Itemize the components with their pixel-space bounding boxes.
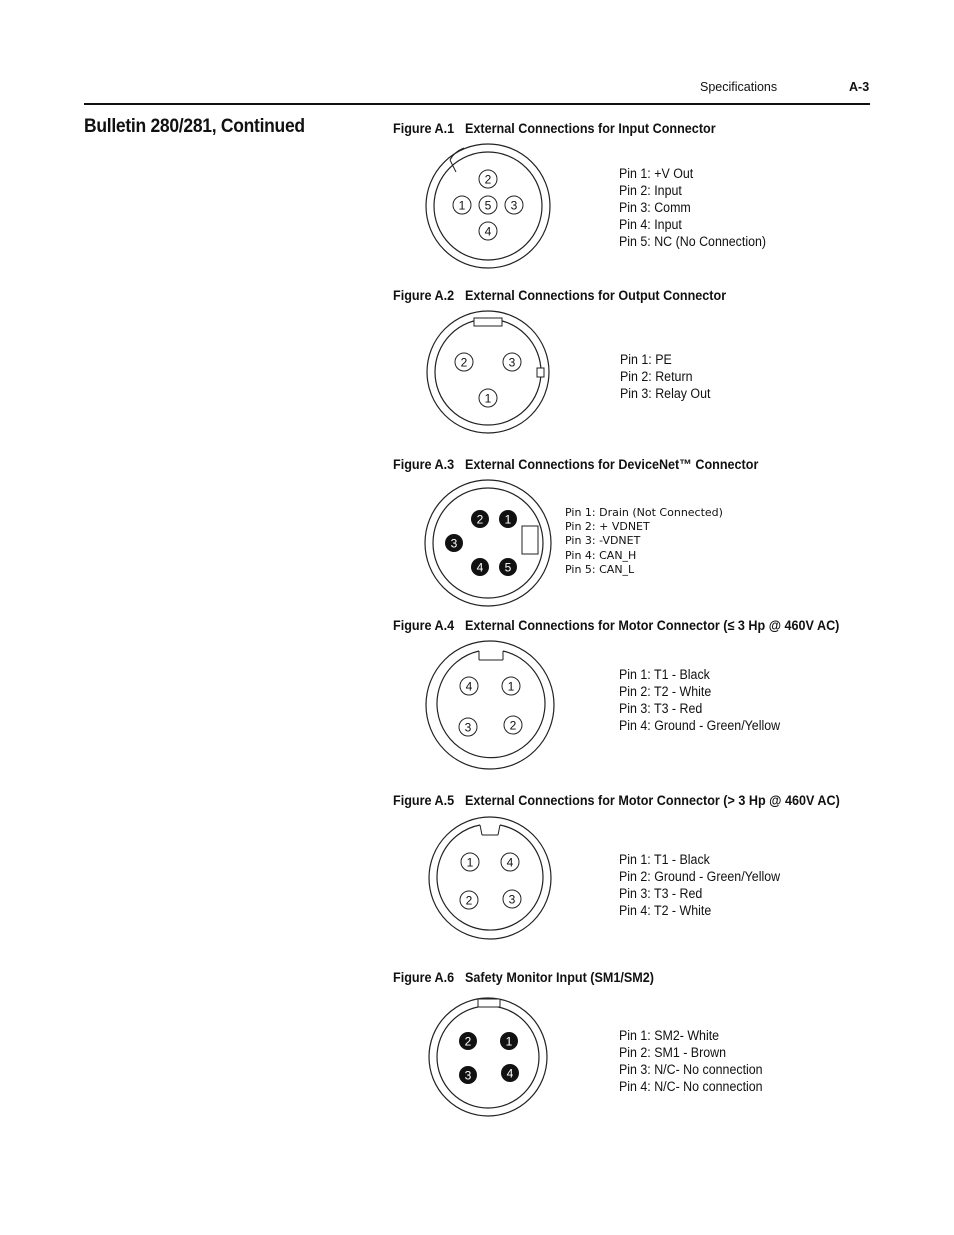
- pin-label: 4: [465, 679, 473, 694]
- figure-title: External Connections for Input Connector: [465, 120, 716, 136]
- figure-a5-caption: [393, 792, 840, 808]
- figure-number: Figure A.1: [393, 120, 455, 136]
- pin-item: Pin 3: Relay Out: [620, 386, 711, 401]
- pin-item: Pin 4: Ground - Green/Yellow: [619, 718, 781, 733]
- pin-item: Pin 3: Comm: [619, 200, 691, 215]
- figure-a3-caption: [393, 456, 758, 472]
- pin-item: Pin 3: T3 - Red: [619, 701, 703, 716]
- figure-number: Figure A.6: [393, 969, 455, 985]
- figure-a1-caption: [393, 120, 716, 136]
- pin-item: Pin 2: SM1 - Brown: [619, 1045, 726, 1060]
- pin-label: 4: [506, 855, 514, 870]
- pin-item: Pin 2: T2 - White: [619, 684, 712, 699]
- pin-label: 1: [505, 1034, 513, 1049]
- pin-label: 3: [450, 536, 458, 551]
- figure-a6-pin-list: [619, 1027, 763, 1095]
- figure-number: Figure A.4: [393, 617, 455, 633]
- figure-title: Safety Monitor Input (SM1/SM2): [465, 969, 654, 985]
- pin-label: 5: [484, 198, 492, 213]
- pin-item: Pin 4: Input: [619, 217, 682, 232]
- pin-item: Pin 3: N/C- No connection: [619, 1062, 763, 1077]
- pin-label: 4: [476, 560, 484, 575]
- pin-label: 3: [464, 720, 472, 735]
- pin-item: Pin 2: Return: [620, 369, 693, 384]
- pin-item: Pin 2: Input: [619, 183, 682, 198]
- pin-item: Pin 4: N/C- No connection: [619, 1079, 763, 1094]
- pin-item: Pin 1: PE: [620, 352, 672, 367]
- safety-monitor-connector-diagram: [422, 996, 558, 1120]
- pin-label: 2: [476, 512, 484, 527]
- figure-title: External Connections for DeviceNet™ Connector: [465, 456, 759, 472]
- pin-label: 5: [504, 560, 512, 575]
- pin-item: Pin 1: T1 - Black: [619, 667, 710, 682]
- pin-item: Pin 1: +V Out: [619, 166, 694, 181]
- figure-a2-caption: [393, 287, 726, 303]
- pin-label: 4: [484, 224, 492, 239]
- pin-label: 3: [508, 892, 516, 907]
- section-title: Bulletin 280/281, Continued: [84, 116, 305, 137]
- output-connector-diagram: [420, 308, 560, 438]
- figure-a3-pin-list: [565, 506, 723, 577]
- pin-label: 1: [504, 512, 512, 527]
- pin-item: Pin 2: Ground - Green/Yellow: [619, 869, 781, 884]
- pin-label: 3: [508, 355, 516, 370]
- pin-label: 1: [466, 855, 474, 870]
- devicenet-connector-diagram: [418, 478, 558, 610]
- input-connector-diagram: [420, 140, 560, 280]
- figure-title: External Connections for Motor Connector (> 3 Hp @ 460V AC): [465, 792, 840, 808]
- motor-connector-small-diagram: [420, 638, 560, 774]
- pin-item: Pin 3: T3 - Red: [619, 886, 703, 901]
- pin-label: 1: [484, 391, 492, 406]
- pin-item: Pin 5: NC (No Connection): [619, 234, 767, 249]
- figure-title: External Connections for Motor Connector (≤ 3 Hp @ 460V AC): [465, 617, 840, 633]
- figure-number: Figure A.5: [393, 792, 455, 808]
- figure-a5-pin-list: [619, 851, 780, 919]
- figure-a1-pin-list: [619, 165, 766, 250]
- pin-label: 4: [506, 1066, 514, 1081]
- motor-connector-large-diagram: [424, 814, 560, 944]
- pin-label: 2: [509, 718, 517, 733]
- running-header-title: Specifications: [700, 80, 778, 94]
- pin-item: Pin 4: T2 - White: [619, 903, 712, 918]
- pin-label: 2: [484, 172, 492, 187]
- pin-item: Pin 1: T1 - Black: [619, 852, 710, 867]
- figure-a4-pin-list: [619, 666, 780, 734]
- page-number: A-3: [849, 80, 870, 94]
- pin-item: Pin 1: SM2- White: [619, 1028, 720, 1043]
- pin-label: 2: [464, 1034, 472, 1049]
- figure-number: Figure A.2: [393, 287, 455, 303]
- pin-item: Pin 1: Drain (Not Connected): [565, 506, 723, 519]
- pin-item: Pin 4: CAN_H: [565, 548, 637, 562]
- pin-label: 1: [507, 679, 515, 694]
- figure-a6-caption: [393, 969, 654, 985]
- pin-label: 1: [458, 198, 466, 213]
- figure-a4-caption: [393, 617, 839, 633]
- figure-number: Figure A.3: [393, 456, 455, 472]
- header-rule: [84, 103, 870, 105]
- figure-a2-pin-list: [620, 351, 710, 402]
- figure-title: External Connections for Output Connector: [465, 287, 727, 303]
- pin-item: Pin 5: CAN_L: [565, 562, 635, 576]
- pin-label: 2: [460, 355, 468, 370]
- pin-label: 2: [465, 893, 473, 908]
- pin-item: Pin 2: + VDNET: [565, 520, 650, 534]
- pin-item: Pin 3: -VDNET: [565, 534, 641, 548]
- pin-label: 3: [510, 198, 518, 213]
- pin-label: 3: [464, 1068, 472, 1083]
